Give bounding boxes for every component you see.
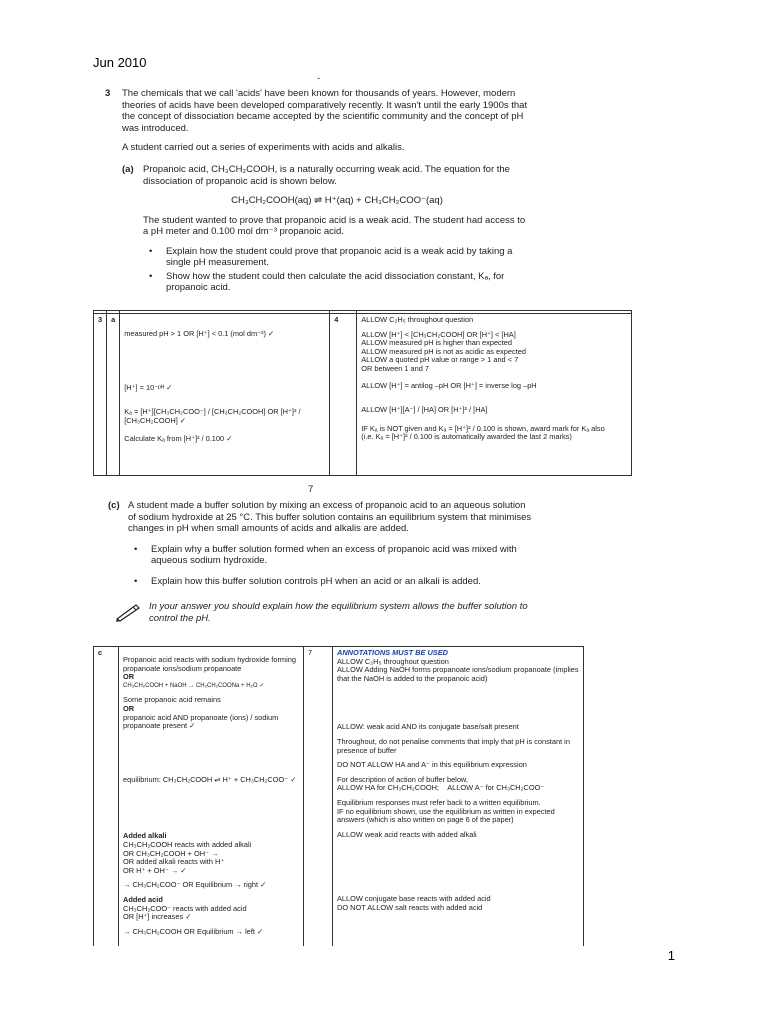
- ms-a-answer-1: measured pH > 1 OR [H⁺] < 0.1 (mol dm⁻³) ✓: [124, 329, 275, 338]
- ms-c-answer-16: OR [H⁺] increases ✓: [123, 912, 192, 922]
- ms-a-guidance-1: ALLOW C₂H₅ throughout question: [361, 315, 474, 324]
- ms-c-guidance-5: Throughout, do not penalise comments that imply that pH is constant in presence of buffer: [337, 736, 570, 755]
- bullet-2: • Show how the student could then calculate the acid dissociation constant, Kₐ, for propanoic acid.: [143, 271, 531, 294]
- mark-scheme-c: [93, 646, 584, 946]
- marks-total: 7: [308, 484, 314, 495]
- dissociation-equation: CH₃CH₂COOH(aq) ⇌ H⁺(aq) + CH₃CH₂COO⁻(aq): [231, 195, 443, 206]
- ms-c-answer-3: CH₃CH₂COOH + NaOH → CH₃CH₂COONa + H₂O ✓: [123, 682, 265, 689]
- ms-a-guidance-7: ALLOW [H⁺] = antilog –pH OR [H⁺] = inverse log –pH: [361, 380, 537, 390]
- ms-c-guidance-14: DO NOT ALLOW salt reacts with added acid: [337, 902, 483, 912]
- part-a-block: [143, 164, 531, 294]
- ms-c-answer-8: Added alkali: [123, 831, 167, 841]
- ms-c-marks: 7: [304, 647, 333, 947]
- ms-a-guidance-3: ALLOW measured pH is higher than expected: [361, 338, 513, 348]
- ms-a-guidance-2: ALLOW [H⁺] < [CH₃CH₂COOH] OR [H⁺] < [HA]: [361, 329, 516, 339]
- ms-c-part: c: [94, 647, 119, 947]
- ms-c-guidance-8: ALLOW HA for CH₃CH₂COOH;: [337, 783, 439, 793]
- ms-c-answers: [119, 647, 304, 947]
- question-intro: The chemicals that we call 'acids' have been known for thousands of years. However, modern theories of acids have been developed comparatively recently. It wasn't until the early 1900s that the concept of dissociation became accepted by the scientific community and the concept of pH was introduced.: [122, 88, 528, 134]
- part-c-block: [128, 500, 536, 587]
- ms-a-guidance: [357, 314, 632, 476]
- ms-c-answer-1: Propanoic acid reacts with sodium hydroxide forming propanoate ions/sodium propanoate: [123, 655, 296, 673]
- ms-a-answer-4: Calculate Kₐ from [H⁺]² / 0.100 ✓: [124, 434, 233, 444]
- ms-c-guidance-10: Equilibrium responses must refer back to a written equilibrium.: [337, 797, 541, 807]
- dash-mark: -: [317, 73, 321, 84]
- ms-c-answer-15: CH₃CH₂COO⁻ reacts with added acid: [123, 903, 247, 913]
- ms-a-marks: 4: [330, 314, 357, 476]
- ms-c-answer-4: Some propanoic acid remains: [123, 695, 221, 705]
- ms-c-answer-2: OR: [123, 672, 135, 682]
- ms-c-guidance-6: DO NOT ALLOW HA and A⁻ in this equilibrium expression: [337, 760, 527, 770]
- question-number: 3: [105, 88, 111, 99]
- ms-a-guidance-4: ALLOW measured pH is not as acidic as expected: [361, 346, 526, 356]
- ms-c-guidance-11: IF no equilibrium shown, use the equilibrium as written in expected answers (which is also written on page 6 of the paper): [337, 806, 555, 825]
- ms-c-answer-5: OR: [123, 703, 135, 713]
- mark-scheme-a: [93, 310, 632, 476]
- ms-c-answer-11: OR added alkali reacts with H⁺: [123, 857, 225, 867]
- page-number: 1: [667, 948, 675, 963]
- ms-a-answer-2: [H⁺] = 10⁻ᵖᴴ ✓: [124, 382, 173, 392]
- ms-a-answers: [120, 314, 330, 476]
- ms-c-guidance-4: ALLOW: weak acid AND its conjugate base/salt present: [337, 722, 519, 732]
- ms-c-guidance-2: ALLOW C₂H₅ throughout question: [337, 656, 449, 666]
- ms-c-answer-17: → CH₃CH₂COOH OR Equilibrium → left ✓: [123, 926, 264, 936]
- ms-c-answer-7: equilibrium: CH₃CH₂COOH ⇌ H⁺ + CH₃CH₂COO⁻ ✓: [123, 774, 297, 784]
- bullet-1: • Explain how the student could prove that propanoic acid is a weak acid by taking a single pH measurement.: [143, 246, 531, 269]
- question-3-block: [122, 88, 534, 154]
- part-c-text: A student made a buffer solution by mixing an excess of propanoic acid to an aqueous solution of sodium hydroxide at 25 °C. This buffer solution contains an equilibrium system that minimises changes in pH when small amounts of acids and alkalis are added.: [128, 500, 532, 534]
- ms-c-guidance-13: ALLOW conjugate base reacts with added acid: [337, 894, 491, 904]
- ms-a-guidance-6: OR between 1 and 7: [361, 363, 430, 373]
- ms-a-question: 3: [94, 314, 107, 476]
- ms-a-answer-3: Kₐ = [H⁺][CH₃CH₂COO⁻] / [CH₃CH₂COOH] OR [H⁺]² / [CH₃CH₂COOH] ✓: [124, 407, 301, 425]
- qwc-instruction: In your answer you should explain how the equilibrium system allows the buffer solution to control the pH.: [149, 601, 528, 624]
- ms-a-guidance-8: ALLOW [H⁺][A⁻] / [HA] OR [H⁺]² / [HA]: [361, 405, 488, 415]
- ms-c-guidance-9: ALLOW A⁻ for CH₃CH₂COO⁻: [447, 783, 545, 793]
- ms-c-guidance-3: ALLOW Adding NaOH forms propanoate ions/sodium propanoate (implies that the NaOH is added to the propanoic acid): [337, 665, 579, 683]
- ms-c-answer-10: OR CH₃CH₂COOH + OH⁻ →: [123, 848, 219, 858]
- ms-c-annotation-banner: ANNOTATIONS MUST BE USED: [337, 648, 448, 657]
- ms-c-guidance-12: ALLOW weak acid reacts with added alkali: [337, 829, 477, 839]
- ms-c-answer-13: → CH₃CH₂COO⁻ OR Equilibrium → right ✓: [123, 880, 267, 890]
- pencil-icon: [114, 602, 142, 627]
- ms-c-answer-12: OR H⁺ + OH⁻ → ✓: [123, 865, 187, 875]
- part-a-text: Propanoic acid, CH₃CH₂COOH, is a naturally occurring weak acid. The equation for the dissociation of propanoic acid is shown below.: [143, 164, 510, 187]
- ms-c-answer-6: propanoic acid AND propanoate (ions) / sodium propanoate present ✓: [123, 712, 279, 731]
- part-c-bullet-1: • Explain why a buffer solution formed when an excess of propanoic acid was mixed with aqueous sodium hydroxide.: [128, 544, 536, 567]
- part-a-label: (a): [122, 164, 134, 175]
- ms-c-answer-14: Added acid: [123, 894, 163, 904]
- ms-c-guidance: [333, 647, 584, 947]
- ms-c-guidance-7: For description of action of buffer below,: [337, 774, 468, 784]
- ms-a-part: a: [107, 314, 120, 476]
- part-c-label: (c): [108, 500, 120, 511]
- ms-a-guidance-5: ALLOW a quoted pH value or range > 1 and < 7: [361, 355, 519, 365]
- header-date: Jun 2010: [93, 55, 147, 70]
- question-setup: A student carried out a series of experiments with acids and alkalis.: [122, 142, 405, 153]
- part-c-bullet-2: • Explain how this buffer solution controls pH when an acid or an alkali is added.: [128, 576, 536, 588]
- ms-c-answer-9: CH₃CH₂COOH reacts with added alkali: [123, 839, 252, 849]
- part-a-text-2: The student wanted to prove that propanoic acid is a weak acid. The student had access to a pH meter and 0.100 mol dm⁻³ propanoic acid.: [143, 214, 526, 237]
- ms-a-guidance-9: IF Kₐ is NOT given and Kₐ = [H⁺]² / 0.100 is shown, award mark for Kₐ also: [361, 423, 605, 433]
- ms-a-guidance-10: (i.e. Kₐ = [H⁺]² / 0.100 is automatically awarded the last 2 marks): [361, 432, 572, 442]
